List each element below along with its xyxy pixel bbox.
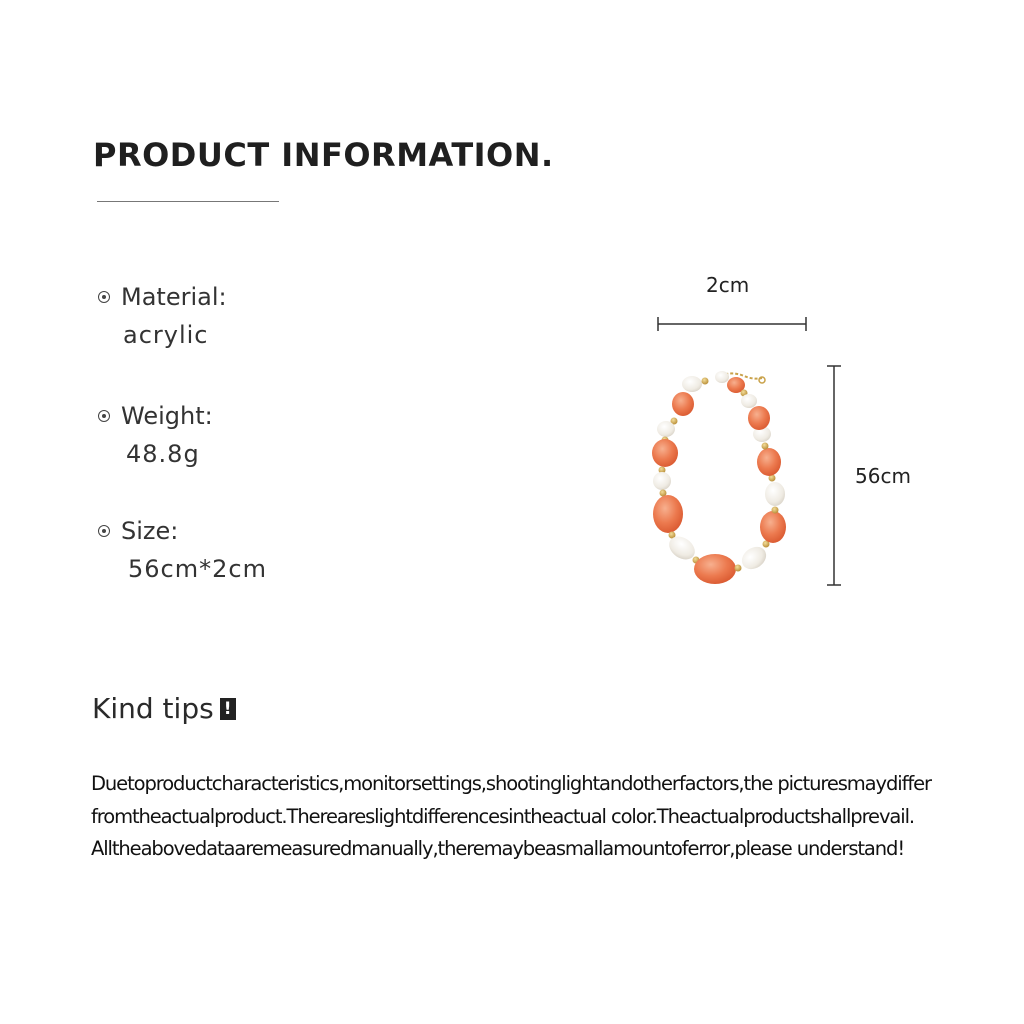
width-dimension-line [658, 317, 806, 331]
tips-paragraph: Alltheabovedataaremeasuredmanually,theremaybeasmallamountoferror,please understand! [91, 837, 905, 860]
height-dimension-line [827, 366, 841, 585]
kind-tips-label: Kind tips [92, 692, 214, 725]
spec-material-label: Material: [121, 283, 227, 311]
exclamation-icon: ! [220, 698, 236, 720]
kind-tips-title [92, 692, 236, 725]
kind-tips-body [91, 768, 931, 866]
tips-paragraph: Duetoproductcharacteristics,monitorsettings,shootinglightandotherfactors,the picturesmaydifferfromtheactualproduct.Thereareslightdifferencesintheactual color.Theactualproductshallprevail. [91, 772, 931, 828]
spec-weight-value: 48.8g [126, 440, 200, 468]
spec-weight-label: Weight: [121, 402, 213, 430]
spec-size-value: 56cm*2cm [128, 555, 267, 583]
spec-material-value: acrylic [123, 321, 209, 349]
page-title: PRODUCT INFORMATION. [93, 136, 554, 174]
height-dimension-label: 56cm [855, 464, 911, 488]
spec-size-label: Size: [121, 517, 179, 545]
necklace-beads [652, 371, 786, 584]
width-dimension-label: 2cm [706, 273, 750, 297]
